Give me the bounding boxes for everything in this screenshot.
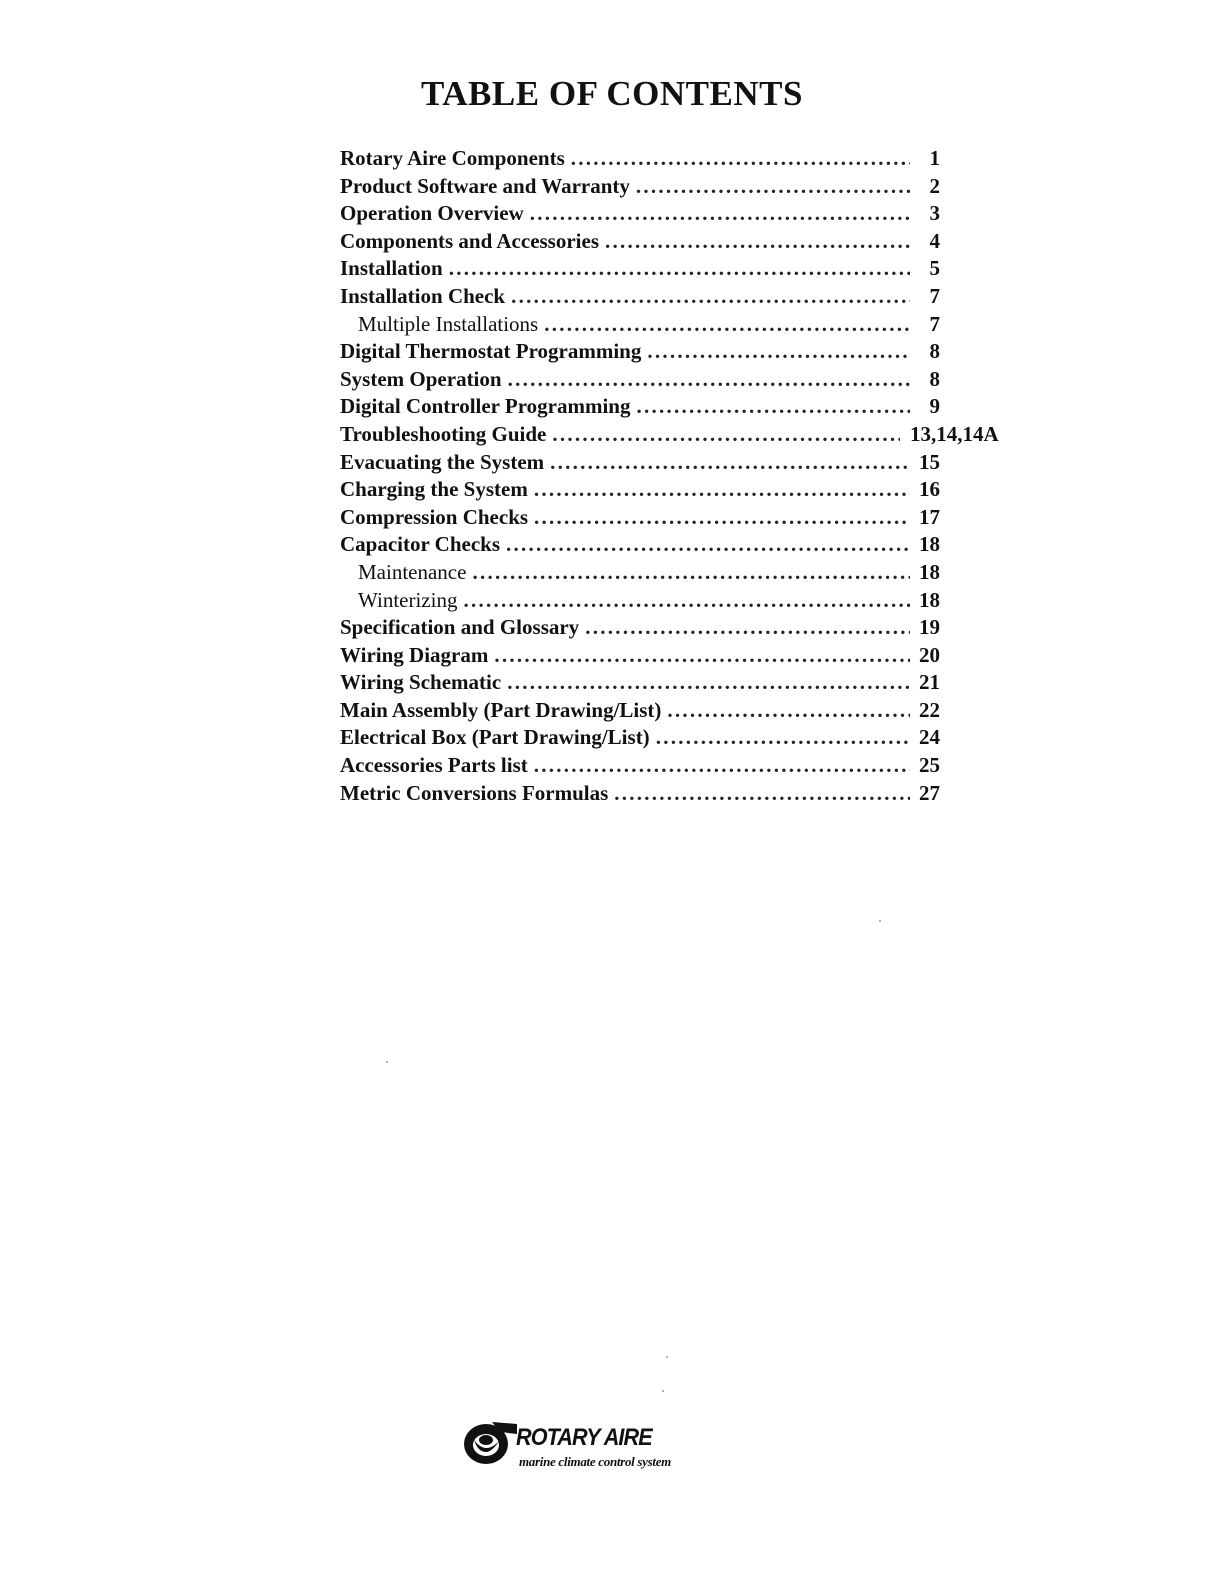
toc-entry-page: 18 — [919, 559, 940, 584]
toc-entry — [340, 588, 1000, 616]
toc-entry-label: Electrical Box (Part Drawing/List) — [340, 725, 650, 750]
toc-entry — [340, 725, 1000, 753]
toc-leader-dots — [641, 339, 910, 364]
toc-entry-page: 13,14,14A — [910, 421, 999, 446]
toc-leader-dots — [528, 505, 910, 530]
toc-entry — [340, 532, 1000, 560]
toc-entry-label: Accessories Parts list — [340, 753, 528, 778]
toc-entry — [340, 312, 1000, 340]
toc-entry-page: 8 — [929, 339, 940, 364]
toc-entry-label: Winterizing — [358, 587, 458, 612]
logo-tagline: marine climate control system — [519, 1454, 671, 1469]
toc-entry-page: 1 — [929, 146, 940, 170]
toc-entry-page: 19 — [919, 615, 940, 640]
toc-entry-page: 27 — [919, 780, 940, 805]
toc-entry-label: Wiring Diagram — [340, 642, 489, 667]
toc-entry — [340, 643, 1000, 671]
toc-leader-dots — [528, 753, 910, 778]
toc-entry-page: 25 — [919, 753, 940, 778]
toc-entry-page: 7 — [929, 311, 940, 336]
toc-entry-label: Charging the System — [340, 477, 528, 502]
scan-speck — [879, 920, 881, 922]
toc-leader-dots — [502, 367, 910, 392]
toc-leader-dots — [579, 615, 910, 640]
toc-leader-dots — [466, 560, 910, 585]
toc-leader-dots — [443, 256, 910, 281]
toc-entry-page: 15 — [919, 449, 940, 474]
toc-entry-label: Maintenance — [358, 559, 467, 584]
toc-leader-dots — [650, 725, 910, 750]
toc-entry — [340, 229, 1000, 257]
scan-speck — [666, 1356, 668, 1358]
toc-entry-label: Installation Check — [340, 283, 506, 308]
toc-leader-dots — [538, 312, 910, 337]
toc-entry-label: Compression Checks — [340, 504, 529, 529]
toc-entry-page: 18 — [919, 532, 940, 557]
toc-entry-page: 17 — [919, 504, 940, 529]
toc-leader-dots — [500, 532, 910, 557]
toc-entry-label: Wiring Schematic — [340, 670, 502, 695]
toc-entry — [340, 256, 1000, 284]
toc-entry — [340, 394, 1000, 422]
toc-entry-page: 16 — [919, 477, 940, 502]
scan-speck — [662, 1390, 664, 1392]
toc-entry-label: Metric Conversions Formulas — [340, 780, 609, 805]
toc-entry-label: Multiple Installations — [358, 311, 539, 336]
toc-entry-label: Product Software and Warranty — [340, 173, 630, 198]
toc-entry — [340, 146, 1000, 174]
toc-entry-label: Evacuating the System — [340, 449, 545, 474]
toc-leader-dots — [608, 781, 910, 806]
toc-leader-dots — [544, 450, 910, 475]
toc-entry-page: 8 — [929, 366, 940, 391]
toc-entry — [340, 615, 1000, 643]
toc-entry-label: Components and Accessories — [340, 228, 600, 253]
toc-entry-page: 24 — [919, 725, 940, 750]
toc-leader-dots — [528, 477, 910, 502]
toc-leader-dots — [630, 394, 910, 419]
toc-entry — [340, 560, 1000, 588]
toc-leader-dots — [565, 146, 910, 171]
toc-entry — [340, 422, 1000, 450]
toc-leader-dots — [488, 643, 910, 668]
toc-entry-label: Operation Overview — [340, 201, 524, 226]
toc-entry-label: System Operation — [340, 366, 502, 391]
toc-entry-page: 18 — [919, 587, 940, 612]
toc-entry-page: 22 — [919, 697, 940, 722]
toc-leader-dots — [546, 422, 900, 447]
toc-leader-dots — [630, 174, 910, 199]
toc-entry-page: 4 — [929, 228, 940, 253]
rotary-aire-logo — [462, 1418, 722, 1482]
toc-entry-page: 20 — [919, 642, 940, 667]
toc-leader-dots — [505, 284, 910, 309]
toc-entry-label: Main Assembly (Part Drawing/List) — [340, 697, 662, 722]
toc-entry — [340, 477, 1000, 505]
toc-leader-dots — [457, 588, 910, 613]
toc-entry-label: Installation — [340, 256, 443, 281]
toc-entry — [340, 367, 1000, 395]
toc-entry-label: Digital Thermostat Programming — [340, 339, 642, 364]
toc-entry — [340, 339, 1000, 367]
toc-entry-label: Rotary Aire Components — [340, 146, 565, 170]
toc-entry-label: Specification and Glossary — [340, 615, 580, 640]
toc-leader-dots — [599, 229, 910, 254]
toc-leader-dots — [524, 201, 910, 226]
toc-entry — [340, 174, 1000, 202]
table-of-contents — [340, 146, 1000, 808]
toc-entry — [340, 698, 1000, 726]
rotary-aire-logo-mark-icon — [462, 1418, 518, 1466]
toc-entry-page: 21 — [919, 670, 940, 695]
toc-entry — [340, 284, 1000, 312]
toc-entry — [340, 201, 1000, 229]
toc-entry-page: 2 — [929, 173, 940, 198]
toc-entry-page: 5 — [929, 256, 940, 281]
toc-entry — [340, 670, 1000, 698]
toc-entry-label: Digital Controller Programming — [340, 394, 631, 419]
toc-entry — [340, 753, 1000, 781]
toc-entry-page: 9 — [929, 394, 940, 419]
toc-entry-page: 3 — [929, 201, 940, 226]
toc-entry-label: Capacitor Checks — [340, 532, 501, 557]
page-title: TABLE OF CONTENTS — [421, 74, 803, 113]
toc-entry — [340, 781, 1000, 809]
toc-entry — [340, 505, 1000, 533]
toc-leader-dots — [661, 698, 910, 723]
toc-entry-page: 7 — [929, 283, 940, 308]
logo-name: ROTARY AIRE — [516, 1424, 652, 1451]
scan-speck — [386, 1061, 388, 1063]
toc-entry — [340, 450, 1000, 478]
toc-leader-dots — [501, 670, 910, 695]
toc-entry-label: Troubleshooting Guide — [340, 421, 547, 446]
